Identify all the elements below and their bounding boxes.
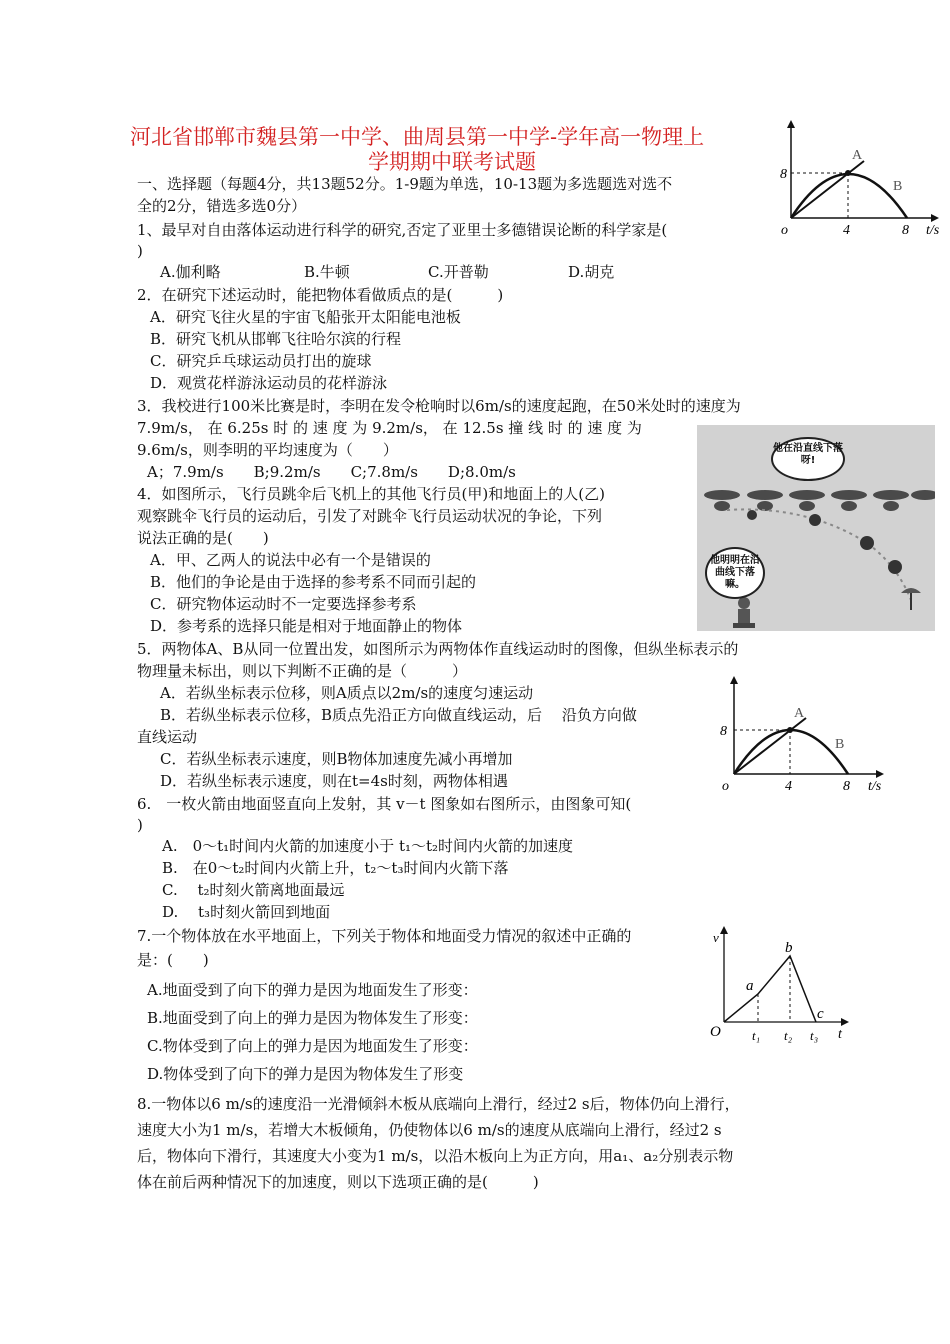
axis-tick-8: 8 xyxy=(780,167,787,182)
q6-option-a: A. 0～t₁时间内火箭的加速度小于 t₁～t₂时间内火箭的加速度 xyxy=(162,837,574,855)
v-axis-label: v xyxy=(713,930,719,945)
q4-stem-2: 观察跳伞飞行员的运动后，引发了对跳伞飞行员运动状况的争论，下列 xyxy=(137,507,603,525)
curve-label-a: A xyxy=(794,706,805,721)
q5-stem: 5．两物体A、B从同一位置出发，如图所示为两物体作直线运动时的图像，但纵坐标表示的 xyxy=(137,640,739,658)
q2-option-a: A．研究飞往火星的宇宙飞船张开太阳能电池板 xyxy=(150,308,461,326)
x-axis-label: t/s xyxy=(868,779,882,794)
q2-option-d: D．观赏花样游泳运动员的花样游泳 xyxy=(150,374,388,392)
q1-option-d: D.胡克 xyxy=(568,263,615,281)
q6-option-d: D. t₃时刻火箭回到地面 xyxy=(162,903,331,921)
speech-bubble-pilot: 他在沿直线下落呀! xyxy=(771,437,845,481)
section-header: 一、选择题（每题4分，共13题52分。1-9题为单选，10-13题为多选题选对选不 xyxy=(137,175,673,193)
q5-stem-2: 物理量未标出，则以下判断不正确的是（ ） xyxy=(137,662,468,680)
t1-label: t₁ xyxy=(752,1028,761,1043)
q1-option-c: C.开普勒 xyxy=(428,263,489,281)
page-title-line2: 学期期中联考试题 xyxy=(368,150,536,174)
curve-label-a: A xyxy=(852,148,863,163)
q4-option-d: D．参考系的选择只能是相对于地面静止的物体 xyxy=(150,617,463,635)
parachute-cartoon xyxy=(697,425,935,631)
q6-stem: 6. 一枚火箭由地面竖直向上发射，其 v－t 图象如右图所示，由图象可知( xyxy=(137,795,632,813)
q4-option-b: B．他们的争论是由于选择的参考系不同而引起的 xyxy=(150,573,477,591)
origin-label: O xyxy=(710,1024,721,1040)
q2-option-c: C．研究乒乓球运动员打出的旋球 xyxy=(150,352,372,370)
page-title-line1: 河北省邯郸市魏县第一中学、曲周县第一中学-学年高一物理上 xyxy=(130,125,705,149)
point-a-label: a xyxy=(746,978,754,994)
q5-option-b-cont: 直线运动 xyxy=(137,728,198,746)
speech-bubble-ground: 他明明在沿曲线下落嘛。 xyxy=(705,547,765,599)
top-position-graph xyxy=(776,118,948,244)
section-header-2: 全的2分，错选多选0分） xyxy=(137,197,307,215)
q3-stem-2: 7.9m/s， 在 6.25s 时 的 速 度 为 9.2m/s， 在 12.5s 撞 线 时 的 速 度 为 xyxy=(137,419,642,437)
t-axis-label: t xyxy=(838,1027,842,1042)
x-axis-label: t/s xyxy=(926,223,940,238)
point-c-label: c xyxy=(817,1006,824,1022)
origin-label: o xyxy=(781,223,788,238)
q4-stem-3: 说法正确的是( ) xyxy=(137,529,269,547)
q6-option-b: B. 在0～t₂时间内火箭上升，t₂～t₃时间内火箭下落 xyxy=(162,859,509,877)
q7-option-c: C.物体受到了向上的弹力是因为地面发生了形变： xyxy=(147,1037,478,1055)
q6-option-c: C. t₂时刻火箭离地面最远 xyxy=(162,881,345,899)
q3-stem-3: 9.6m/s，则李明的平均速度为（ ） xyxy=(137,441,398,459)
q1-stem: 1、最早对自由落体运动进行科学的研究,否定了亚里士多德错误论断的科学家是( xyxy=(137,221,668,239)
curve-label-b: B xyxy=(893,179,903,194)
q7-option-d: D.物体受到了向下的弹力是因为物体发生了形变 xyxy=(147,1065,464,1083)
q7-option-a: A.地面受到了向下的弹力是因为地面发生了形变： xyxy=(147,981,478,999)
q1-option-a: A.伽利略 xyxy=(160,263,221,281)
q3-stem: 3．我校进行100米比赛是时，李明在发令枪响时以6m/s的速度起跑，在50米处时的速度为 xyxy=(137,397,741,415)
curve-label-b: B xyxy=(835,737,845,752)
t2-label: t₂ xyxy=(784,1028,793,1043)
axis-tick-8x: 8 xyxy=(902,223,909,238)
origin-label: o xyxy=(722,779,729,794)
axis-tick-8x: 8 xyxy=(843,779,850,794)
q1-option-b: B.牛顿 xyxy=(304,263,350,281)
q6-stem-end: ) xyxy=(137,816,143,834)
q5-graph xyxy=(716,674,892,800)
q7-option-b: B.地面受到了向上的弹力是因为物体发生了形变： xyxy=(147,1009,478,1027)
q2-stem: 2．在研究下述运动时，能把物体看做质点的是( ) xyxy=(137,286,504,304)
q8-line4: 体在前后两种情况下的加速度，则以下选项正确的是( ) xyxy=(137,1173,539,1191)
q8-line2: 速度大小为1 m/s，若增大木板倾角，仍使物体以6 m/s的速度从底端向上滑行，经过2 s xyxy=(137,1121,722,1139)
q8-line1: 8.一物体以6 m/s的速度沿一光滑倾斜木板从底端向上滑行，经过2 s后，物体仍向上滑行， xyxy=(137,1095,740,1113)
q4-option-a: A．甲、乙两人的说法中必有一个是错误的 xyxy=(150,551,431,569)
point-b-label: b xyxy=(785,940,793,956)
q5-option-d: D．若纵坐标表示速度，则在t=4s时刻，两物体相遇 xyxy=(160,772,508,790)
q2-option-b: B．研究飞机从邯郸飞往哈尔滨的行程 xyxy=(150,330,402,348)
q5-option-a: A．若纵坐标表示位移，则A质点以2m/s的速度匀速运动 xyxy=(160,684,534,702)
q7-stem-2: 是：( ) xyxy=(137,951,209,969)
rocket-vt-graph xyxy=(706,922,856,1051)
q8-line3: 后，物体向下滑行，其速度大小变为1 m/s，以沿木板向上为正方向，用a₁、a₂分别表示物 xyxy=(137,1147,734,1165)
q3-options: A；7.9m/s B;9.2m/s C;7.8m/s D;8.0m/s xyxy=(147,463,516,481)
t3-label: t₃ xyxy=(810,1028,819,1043)
q1-stem-end: ) xyxy=(137,242,143,260)
axis-tick-8: 8 xyxy=(720,724,727,739)
q4-stem: 4．如图所示，飞行员跳伞后飞机上的其他飞行员(甲)和地面上的人(乙) xyxy=(137,485,605,503)
q4-option-c: C．研究物体运动时不一定要选择参考系 xyxy=(150,595,417,613)
q5-option-c: C．若纵坐标表示速度，则B物体加速度先减小再增加 xyxy=(160,750,513,768)
axis-tick-4: 4 xyxy=(843,223,850,238)
axis-tick-4: 4 xyxy=(785,779,792,794)
q7-stem: 7.一个物体放在水平地面上，下列关于物体和地面受力情况的叙述中正确的 xyxy=(137,927,632,945)
q5-option-b: B．若纵坐标表示位移，B质点先沿正方向做直线运动，后 沿负方向做 xyxy=(160,706,637,724)
